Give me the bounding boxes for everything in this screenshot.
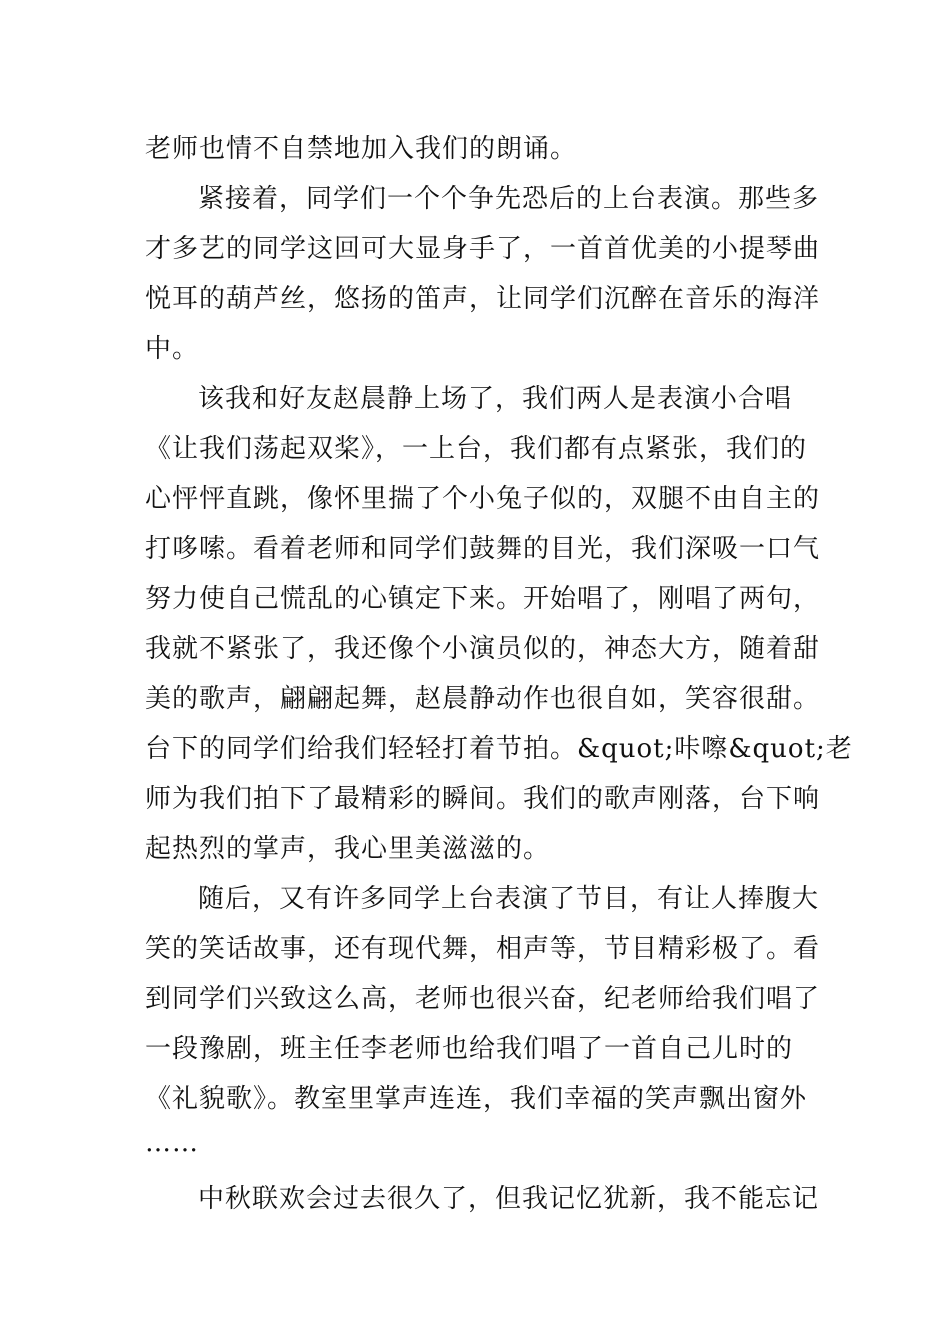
text-line: 随后，又有许多同学上台表演了节目，有让人捧腹大 bbox=[198, 884, 820, 914]
text-line: 台下的同学们给我们轻轻打着节拍。&quot;咔嚓&quot;老 bbox=[145, 734, 853, 764]
text-line: 到同学们兴致这么高，老师也很兴奋，纪老师给我们唱了 bbox=[145, 984, 821, 1014]
text-line: 笑的笑话故事，还有现代舞，相声等，节目精彩极了。看 bbox=[145, 934, 821, 964]
text-line: 打哆嗦。看着老师和同学们鼓舞的目光，我们深吸一口气 bbox=[145, 534, 821, 564]
text-line: 老师也情不自禁地加入我们的朗诵。 bbox=[145, 134, 578, 164]
text-line: …… bbox=[145, 1128, 199, 1158]
text-line: 《礼貌歌》。教室里掌声连连，我们幸福的笑声飘出窗外 bbox=[145, 1084, 808, 1114]
text-line: 一段豫剧，班主任李老师也给我们唱了一首自己儿时的 bbox=[145, 1034, 794, 1064]
text-line: 美的歌声，翩翩起舞，赵晨静动作也很自如，笑容很甜。 bbox=[145, 684, 821, 714]
text-line: 中秋联欢会过去很久了，但我记忆犹新，我不能忘记 bbox=[198, 1184, 820, 1214]
text-line: 师为我们拍下了最精彩的瞬间。我们的歌声刚落，台下响 bbox=[145, 784, 821, 814]
text-line: 心怦怦直跳，像怀里揣了个小兔子似的，双腿不由自主的 bbox=[145, 484, 821, 514]
text-line: 紧接着，同学们一个个争先恐后的上台表演。那些多 bbox=[198, 184, 820, 214]
text-line: 悦耳的葫芦丝，悠扬的笛声，让同学们沉醉在音乐的海洋 bbox=[145, 284, 821, 314]
text-line: 我就不紧张了，我还像个小演员似的，神态大方，随着甜 bbox=[145, 634, 821, 664]
text-line: 起热烈的掌声，我心里美滋滋的。 bbox=[145, 834, 551, 864]
text-line: 《让我们荡起双桨》，一上台，我们都有点紧张，我们的 bbox=[145, 434, 808, 464]
text-line: 才多艺的同学这回可大显身手了，一首首优美的小提琴曲 bbox=[145, 234, 821, 264]
text-line: 中。 bbox=[145, 334, 200, 364]
text-line: 该我和好友赵晨静上场了，我们两人是表演小合唱 bbox=[198, 384, 793, 414]
text-line: 努力使自己慌乱的心镇定下来。开始唱了，刚唱了两句， bbox=[145, 584, 821, 614]
